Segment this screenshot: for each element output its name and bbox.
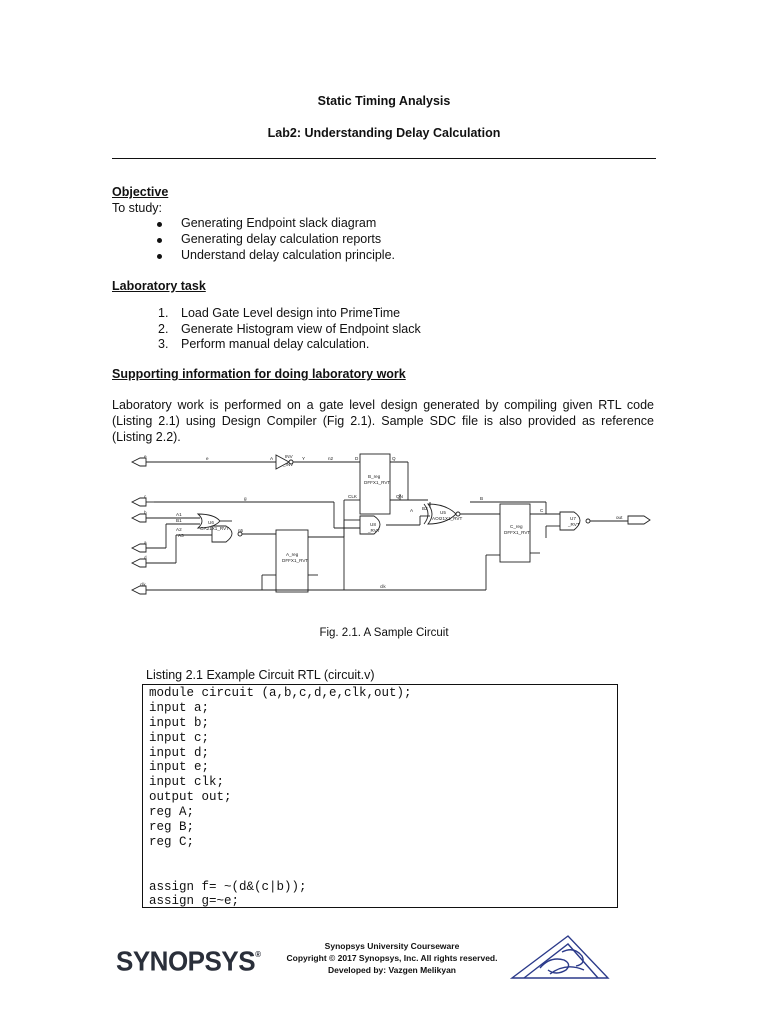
lab-title: Lab2: Understanding Delay Calculation (267, 126, 501, 140)
pin-label: Q (392, 456, 396, 461)
support-paragraph: Laboratory work is performed on a gate level design generated by compiling given RTL code (Listing 2.1) using Design Compiler (Fig 2.1). Sample SDC file is also provided as reference (Listing 2.2). (112, 398, 654, 444)
net-label: C (540, 508, 544, 513)
objective-heading: Objective (112, 185, 169, 199)
cell-label: A_reg (286, 552, 299, 557)
code-line (149, 850, 611, 865)
figure-caption: Fig. 2.1. A Sample Circuit (319, 627, 449, 639)
list-number: 1. (158, 306, 169, 320)
footer-author: Developed by: Vazgen Melikyan (327, 965, 456, 975)
net-label: clk (380, 584, 386, 589)
code-line: reg A; (149, 805, 195, 820)
cell-label: U5 (440, 510, 446, 515)
objective-item: Understand delay calculation principle. (181, 248, 396, 262)
registered-mark: ® (255, 949, 261, 959)
port-label: a (144, 540, 147, 545)
cell-label: U7 (570, 516, 576, 521)
objective-intro: To study: (112, 201, 163, 215)
code-line: input clk; (149, 775, 225, 790)
code-line: reg B; (149, 820, 195, 835)
code-line: module circuit (a,b,c,d,e,clk,out); (149, 686, 412, 700)
footer-copyright: Copyright © 2017 Synopsys, Inc. All rights reserved. (286, 953, 498, 963)
cell-label: U6 (208, 520, 214, 525)
port-label: d (144, 555, 147, 560)
list-number: 2. (158, 322, 169, 336)
lab-task-heading: Laboratory task (112, 279, 206, 293)
lab-task-item: Load Gate Level design into PrimeTime (181, 306, 401, 320)
cell-label: C_reg (510, 524, 523, 529)
net-label: e (206, 456, 209, 461)
port-label: out (616, 515, 623, 520)
net-label: n2 (328, 456, 334, 461)
pin-label: B2 (422, 506, 428, 511)
code-line: reg C; (149, 834, 195, 849)
logo-wordmark: SYNOPSYS (116, 945, 256, 977)
list-number: 3. (158, 337, 169, 351)
cell-label: OA21X1_RVT (200, 526, 230, 531)
footer-line: Synopsys University Courseware (324, 941, 460, 951)
port-label: c (144, 494, 147, 499)
net-label: n5 (238, 528, 244, 533)
code-line: input a; (149, 700, 210, 715)
net-label: B (480, 496, 484, 501)
cell-label: INV (285, 454, 293, 459)
code-line: assign g=~e; (149, 894, 240, 909)
cell-label: DFFX1_RVT (364, 480, 391, 485)
code-line (149, 865, 611, 880)
pin-label: Y (302, 456, 306, 461)
code-line: input d; (149, 745, 210, 760)
pin-label: A3 (178, 533, 184, 538)
support-heading: Supporting information for doing laboratory work (112, 367, 406, 381)
port-label: b (144, 510, 147, 515)
port-label: e (144, 454, 147, 459)
code-line: input c; (149, 730, 210, 745)
code-line: input b; (149, 715, 210, 730)
courseware-emblem-icon (510, 934, 610, 982)
pin-label: B1 (176, 518, 182, 523)
cell-label: DFFX1_RVT (282, 558, 309, 563)
cell-label: AOI21X1_RVT (432, 516, 463, 521)
cell-label: U8 (370, 522, 376, 527)
lab-task-item: Generate Histogram view of Endpoint slack (181, 322, 421, 336)
code-listing (142, 684, 618, 908)
pin-label: A2 (176, 527, 182, 532)
objective-item: Generating delay calculation reports (181, 232, 382, 246)
document-title: Static Timing Analysis (317, 94, 451, 108)
pin-label: A (270, 456, 274, 461)
lab-task-item: Perform manual delay calculation. (181, 337, 370, 351)
code-line: output out; (149, 790, 232, 805)
cell-label: _RVT (568, 522, 580, 527)
code-line: input e; (149, 760, 210, 775)
synopsys-logo (116, 945, 260, 978)
cell-label: _INV (283, 462, 294, 467)
pin-label: D (355, 456, 359, 461)
pin-label: A1 (176, 512, 182, 517)
code-line: assign f= ~(d&(c|b)); (149, 879, 307, 894)
cell-label: _RVT (368, 528, 380, 533)
net-label: A (410, 508, 414, 513)
objective-item: Generating Endpoint slack diagram (181, 216, 377, 230)
net-label: g (244, 496, 247, 501)
port-label: clk (140, 582, 146, 587)
pin-label: CLK (348, 494, 357, 499)
pin-label: QN (396, 494, 403, 499)
cell-label: DFFX1_RVT (504, 530, 531, 535)
listing-caption: Listing 2.1 Example Circuit RTL (circuit.v) (146, 668, 375, 682)
cell-label: B_reg (368, 474, 381, 479)
